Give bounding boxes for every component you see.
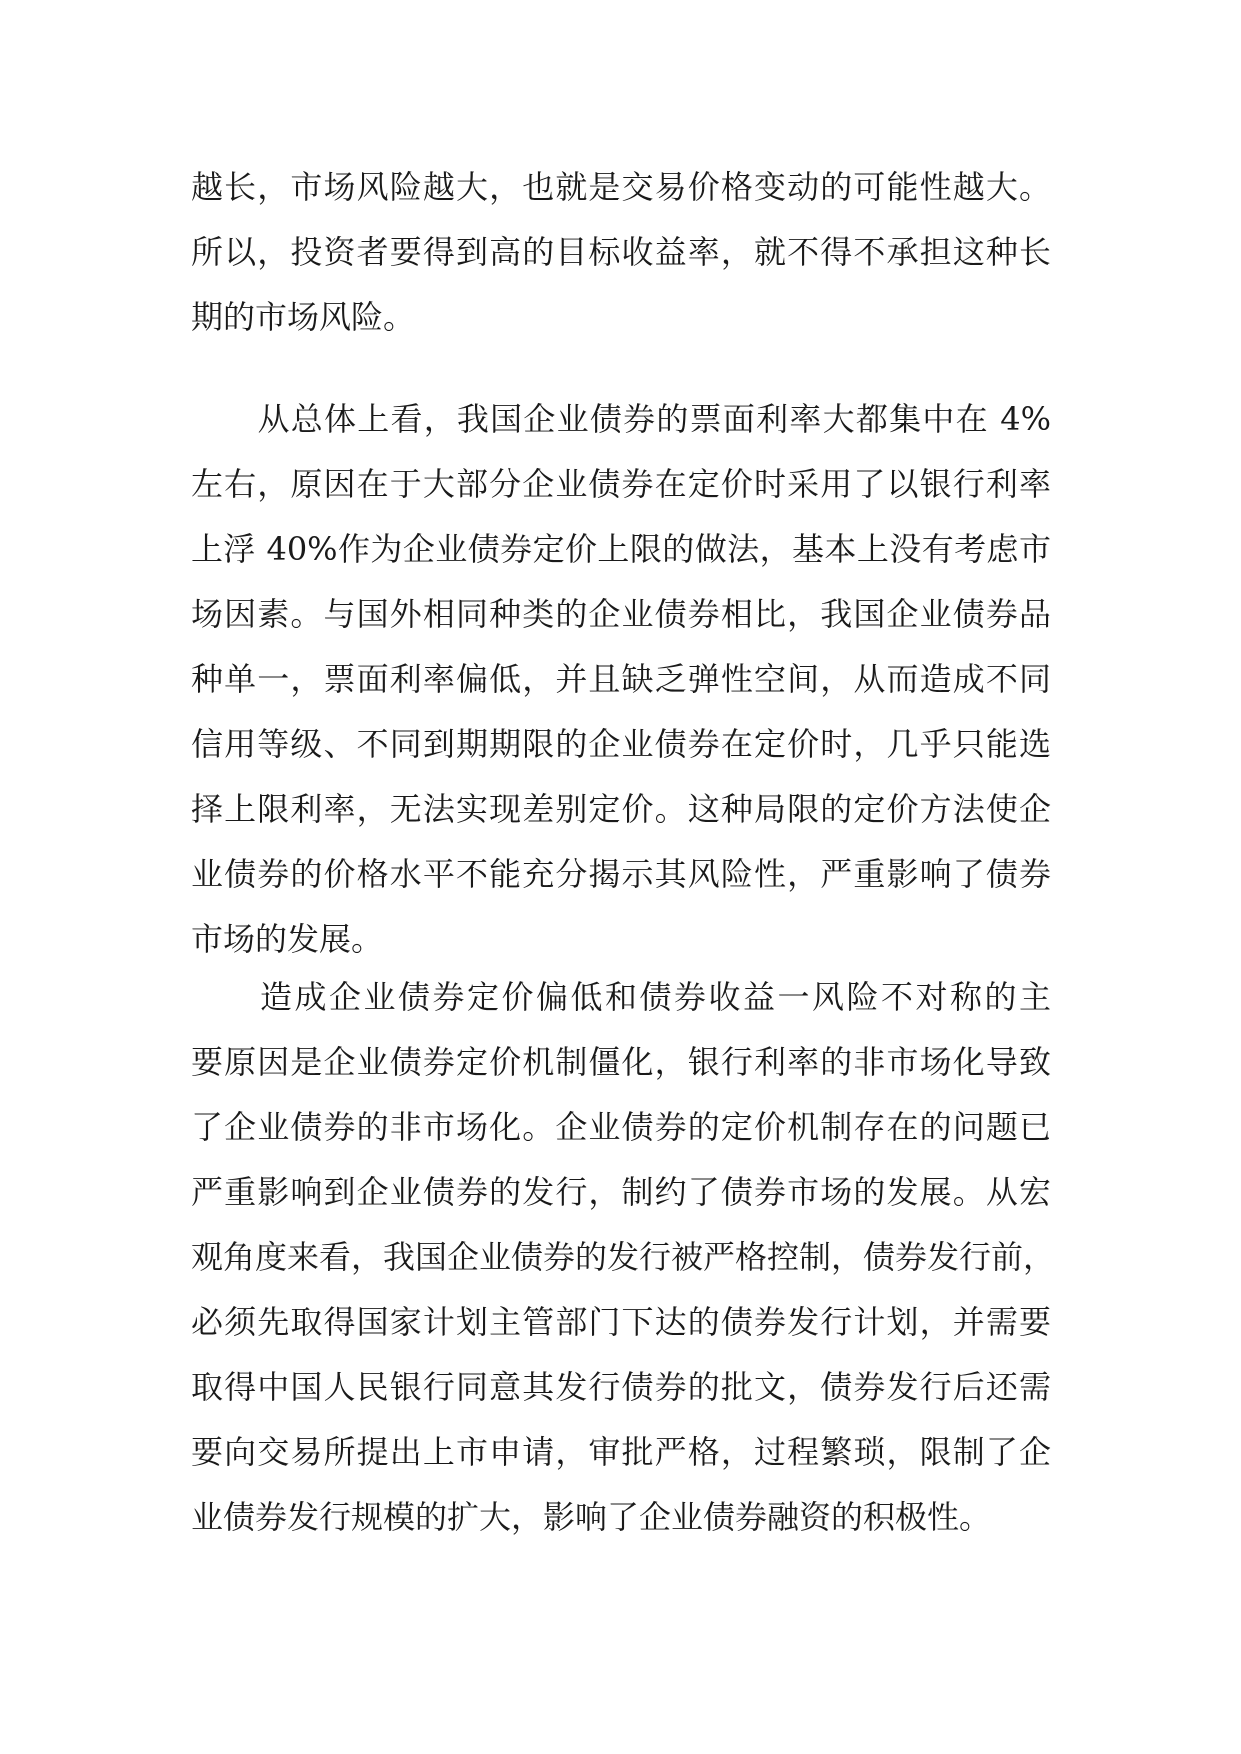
paragraph-3 (191, 965, 1056, 1550)
paragraph-line: 从总体上看，我国企业债券的票面利率大都集中在 4% (191, 400, 1051, 438)
paragraph-line: 造成企业债券定价偏低和债券收益一风险不对称的主 (191, 978, 1051, 1016)
paragraph-line: 上浮 40%作为企业债券定价上限的做法，基本上没有考虑市 (191, 530, 1051, 568)
paragraph-line: 市场的发展。 (191, 920, 384, 958)
paragraph-line: 要原因是企业债券定价机制僵化，银行利率的非市场化导致 (191, 1043, 1051, 1081)
paragraph-line: 必须先取得国家计划主管部门下达的债券发行计划，并需要 (191, 1303, 1051, 1341)
paragraph-line: 所以，投资者要得到高的目标收益率，就不得不承担这种长 (191, 233, 1051, 271)
paragraph-line: 择上限利率，无法实现差别定价。这种局限的定价方法使企 (191, 790, 1051, 828)
paragraph-line: 观角度来看，我国企业债券的发行被严格控制，债券发行前， (191, 1238, 1056, 1276)
paragraph-line: 业债券发行规模的扩大，影响了企业债券融资的积极性。 (191, 1498, 992, 1536)
paragraph-line: 取得中国人民银行同意其发行债券的批文，债券发行后还需 (191, 1368, 1051, 1406)
paragraph-line: 越长，市场风险越大，也就是交易价格变动的可能性越大。 (191, 168, 1051, 206)
paragraph-line: 期的市场风险。 (191, 298, 416, 336)
paragraph-line: 严重影响到企业债券的发行，制约了债券市场的发展。从宏 (191, 1173, 1051, 1211)
paragraph-2 (191, 387, 1051, 972)
paragraph-line: 了企业债券的非市场化。企业债券的定价机制存在的问题已 (191, 1108, 1051, 1146)
paragraph-line: 场因素。与国外相同种类的企业债券相比，我国企业债券品 (191, 595, 1051, 633)
paragraph-line: 信用等级、不同到期期限的企业债券在定价时，几乎只能选 (191, 725, 1051, 763)
paragraph-line: 要向交易所提出上市申请，审批严格，过程繁琐，限制了企 (191, 1433, 1051, 1471)
paragraph-line: 左右，原因在于大部分企业债券在定价时采用了以银行利率 (191, 465, 1051, 503)
paragraph-1 (191, 155, 1051, 350)
paragraph-line: 业债券的价格水平不能充分揭示其风险性，严重影响了债券 (191, 855, 1051, 893)
paragraph-line: 种单一，票面利率偏低，并且缺乏弹性空间，从而造成不同 (191, 660, 1051, 698)
